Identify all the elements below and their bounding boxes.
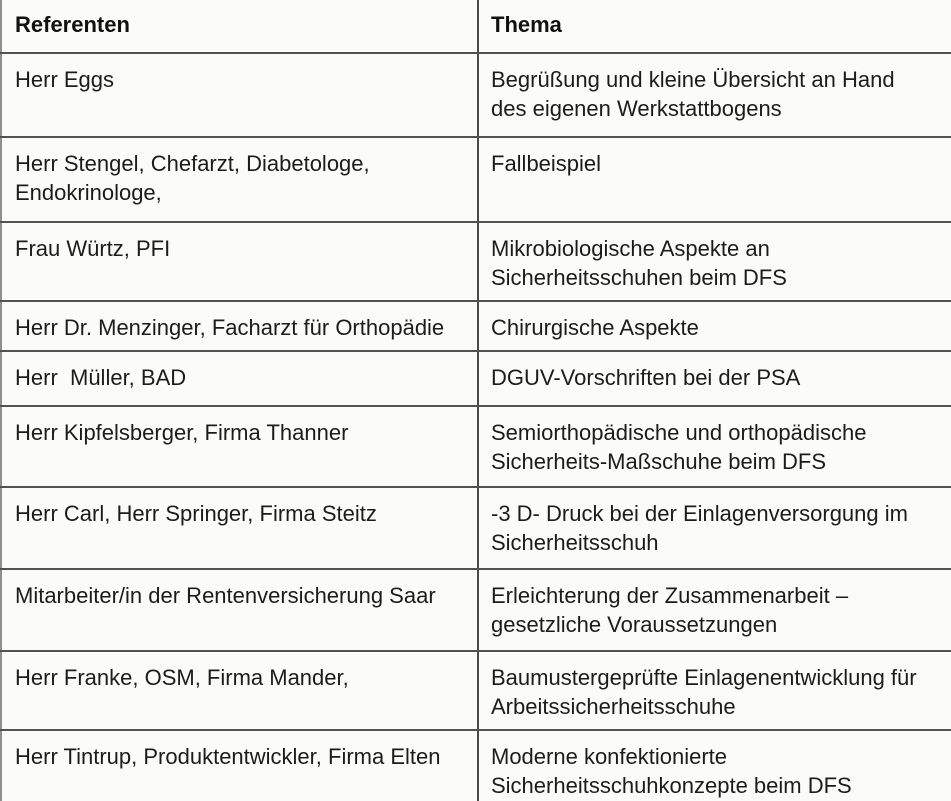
referent-cell: Herr Stengel, Chefarzt, Diabetologe, Endokrinologe,: [1, 137, 478, 222]
table-row: [1, 569, 951, 651]
thema-cell: DGUV-Vorschriften bei der PSA: [478, 351, 951, 406]
referent-cell: Herr Dr. Menzinger, Facharzt für Orthopädie: [1, 301, 478, 351]
referent-cell: Frau Würtz, PFI: [1, 222, 478, 301]
thema-cell: Begrüßung und kleine Übersicht an Hand des eigenen Werkstattbogens: [478, 53, 951, 137]
table-row: [1, 487, 951, 569]
column-header-thema: Thema: [478, 0, 951, 53]
thema-cell: Erleichterung der Zusammenarbeit – gesetzliche Voraussetzungen: [478, 569, 951, 651]
thema-cell: Fallbeispiel: [478, 137, 951, 222]
table-row: [1, 651, 951, 730]
referent-cell: Herr Tintrup, Produktentwickler, Firma Elten: [1, 730, 478, 801]
table-row: [1, 222, 951, 301]
table-row: [1, 301, 951, 351]
referent-cell: Herr Kipfelsberger, Firma Thanner: [1, 406, 478, 487]
referent-cell: Herr Eggs: [1, 53, 478, 137]
table-row: [1, 351, 951, 406]
thema-cell: Mikrobiologische Aspekte an Sicherheitsschuhen beim DFS: [478, 222, 951, 301]
thema-cell: Semiorthopädische und orthopädische Sicherheits-Maßschuhe beim DFS: [478, 406, 951, 487]
thema-cell: -3 D- Druck bei der Einlagenversorgung im Sicherheitsschuh: [478, 487, 951, 569]
referent-cell: Herr Carl, Herr Springer, Firma Steitz: [1, 487, 478, 569]
referent-cell: Mitarbeiter/in der Rentenversicherung Saar: [1, 569, 478, 651]
column-header-referenten: Referenten: [1, 0, 478, 53]
table-row: [1, 53, 951, 137]
thema-cell: Chirurgische Aspekte: [478, 301, 951, 351]
table-row: [1, 137, 951, 222]
thema-cell: Baumustergeprüfte Einlagenentwicklung für Arbeitssicherheitsschuhe: [478, 651, 951, 730]
table-row: [1, 406, 951, 487]
referent-cell: Herr Müller, BAD: [1, 351, 478, 406]
thema-cell: Moderne konfektionierte Sicherheitsschuhkonzepte beim DFS: [478, 730, 951, 801]
referent-cell: Herr Franke, OSM, Firma Mander,: [1, 651, 478, 730]
header-row: [1, 0, 951, 53]
table-row: [1, 730, 951, 801]
